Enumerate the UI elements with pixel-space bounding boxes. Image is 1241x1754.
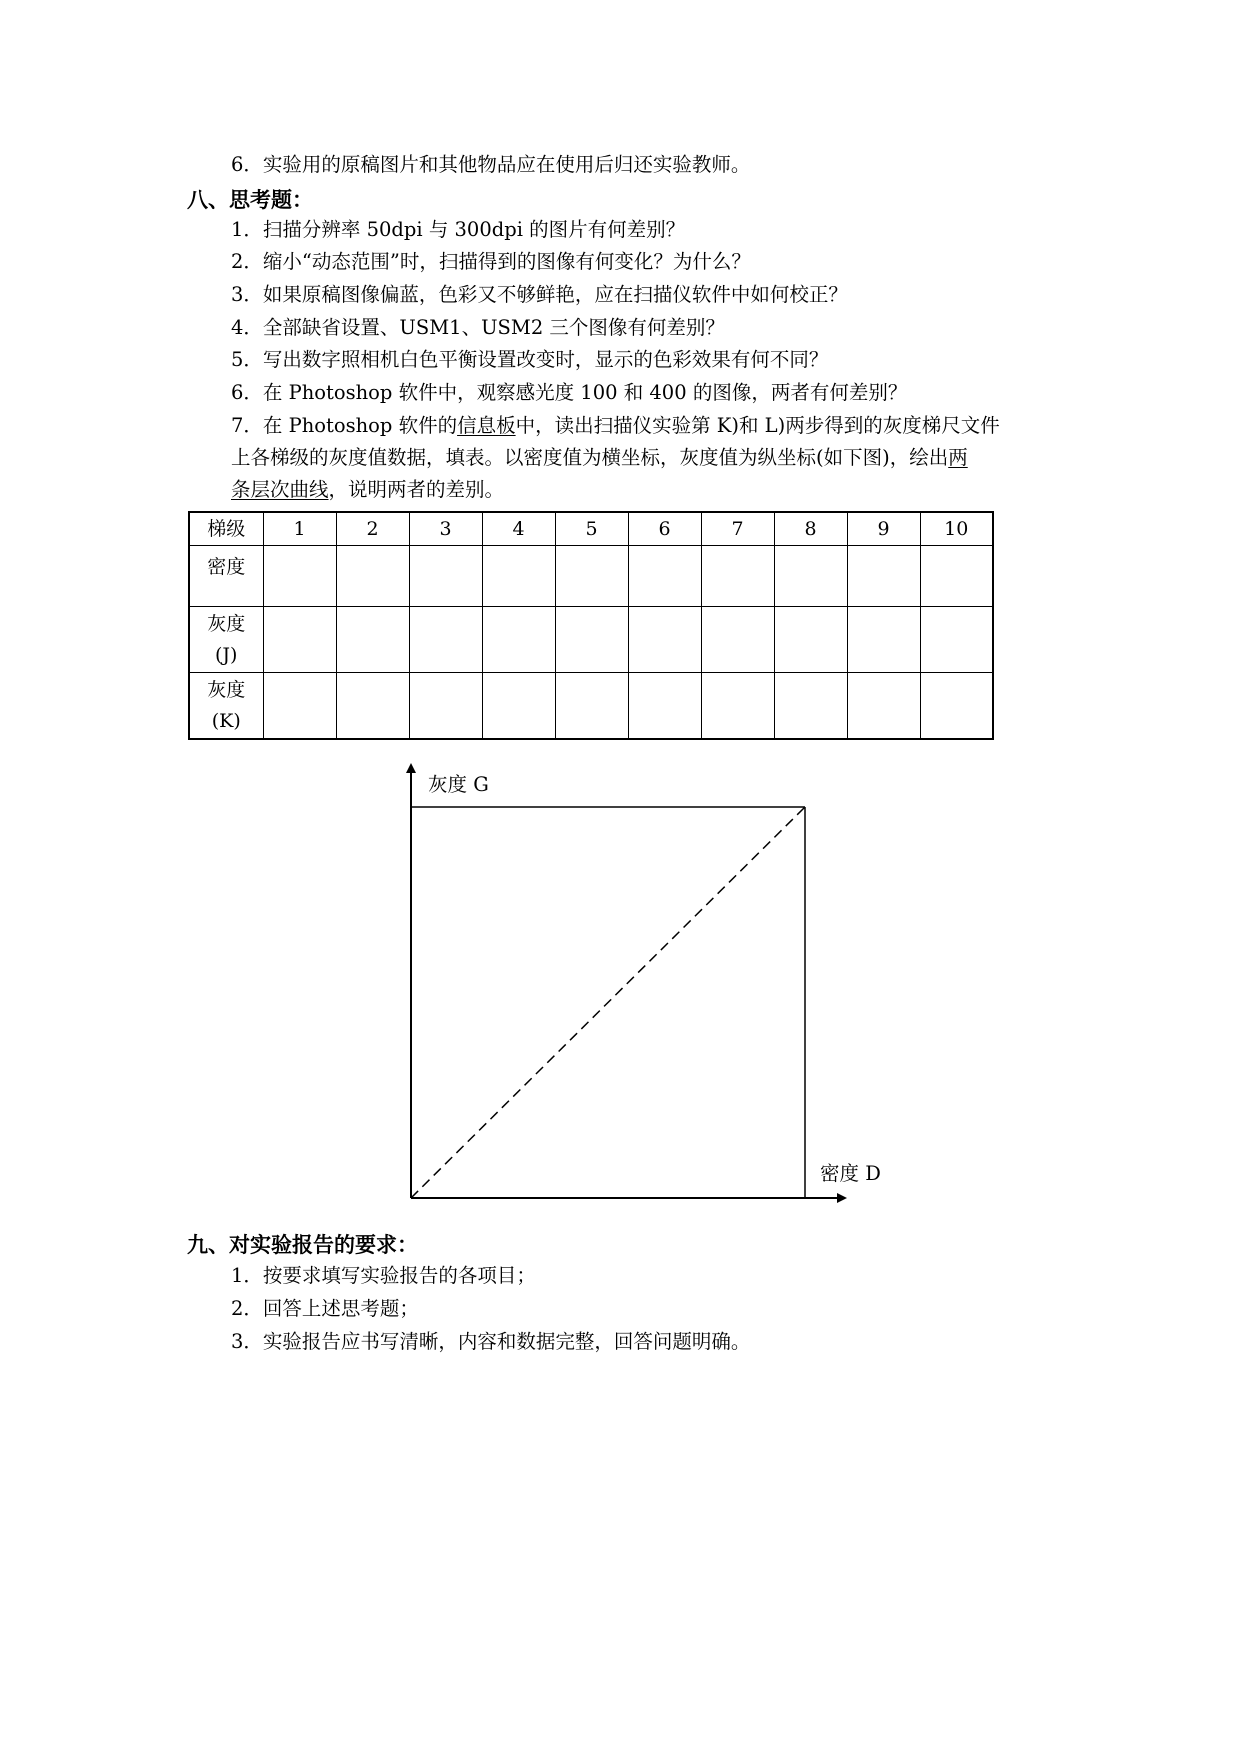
step-header: 5 <box>555 512 628 546</box>
question-3: 3．如果原稿图像偏蓝，色彩又不够鲜艳，应在扫描仪软件中如何校正？ <box>231 283 848 306</box>
row-label-subtext: (J) <box>215 644 238 666</box>
step-header: 7 <box>701 512 774 546</box>
y-axis-label: 灰度 G <box>428 773 489 796</box>
requirement-3: 3．实验报告应书写清晰，内容和数据完整，回答问题明确。 <box>231 1330 751 1353</box>
step-header: 8 <box>774 512 847 546</box>
question-2: 2．缩小“动态范围”时，扫描得到的图像有何变化？为什么？ <box>231 250 751 273</box>
curve-term: 条层次曲线 <box>231 478 329 501</box>
question-7-text: 中，读出扫描仪实验第 K)和 L)两步得到的灰度梯尺文件 <box>515 414 1000 437</box>
step-header: 6 <box>628 512 701 546</box>
step-header: 1 <box>263 512 336 546</box>
table-header-label: 梯级 <box>189 512 263 546</box>
question-5: 5．写出数字照相机白色平衡设置改变时，显示的色彩效果有何不同？ <box>231 348 829 371</box>
row-label-text: 灰度 <box>207 613 246 635</box>
section-8-heading: 八、思考题： <box>187 188 313 212</box>
row-label-text: 灰度 <box>207 679 246 701</box>
question-1: 1．扫描分辨率 50dpi 与 300dpi 的图片有何差别？ <box>231 218 686 241</box>
row-label-text: 密度 <box>207 556 246 578</box>
x-axis-label: 密度 D <box>820 1162 881 1185</box>
section-9-heading: 九、对实验报告的要求： <box>187 1233 418 1257</box>
step-header: 2 <box>336 512 409 546</box>
curve-term: 两 <box>948 446 968 469</box>
list-item-6: 6．实验用的原稿图片和其他物品应在使用后归还实验教师。 <box>231 153 751 176</box>
requirement-2: 2．回答上述思考题； <box>231 1297 419 1320</box>
question-7-text: ，说明两者的差别。 <box>328 478 505 501</box>
question-4: 4．全部缺省设置、USM1、USM2 三个图像有何差别？ <box>231 316 725 339</box>
question-6: 6．在 Photoshop 软件中，观察感光度 100 和 400 的图像，两者有何差别？ <box>231 381 908 404</box>
step-header: 3 <box>409 512 482 546</box>
step-header: 10 <box>920 512 993 546</box>
step-header: 4 <box>482 512 555 546</box>
diagonal-reference-line <box>411 807 805 1198</box>
question-7-text: 上各梯级的灰度值数据，填表。以密度值为横坐标，灰度值为纵坐标(如下图)，绘出 <box>231 446 949 469</box>
step-header: 9 <box>847 512 920 546</box>
info-panel-term: 信息板 <box>457 414 516 437</box>
row-label-subtext: (K) <box>211 710 241 732</box>
question-7-text: 7．在 Photoshop 软件的 <box>231 414 458 437</box>
requirement-1: 1．按要求填写实验报告的各项目； <box>231 1264 536 1287</box>
